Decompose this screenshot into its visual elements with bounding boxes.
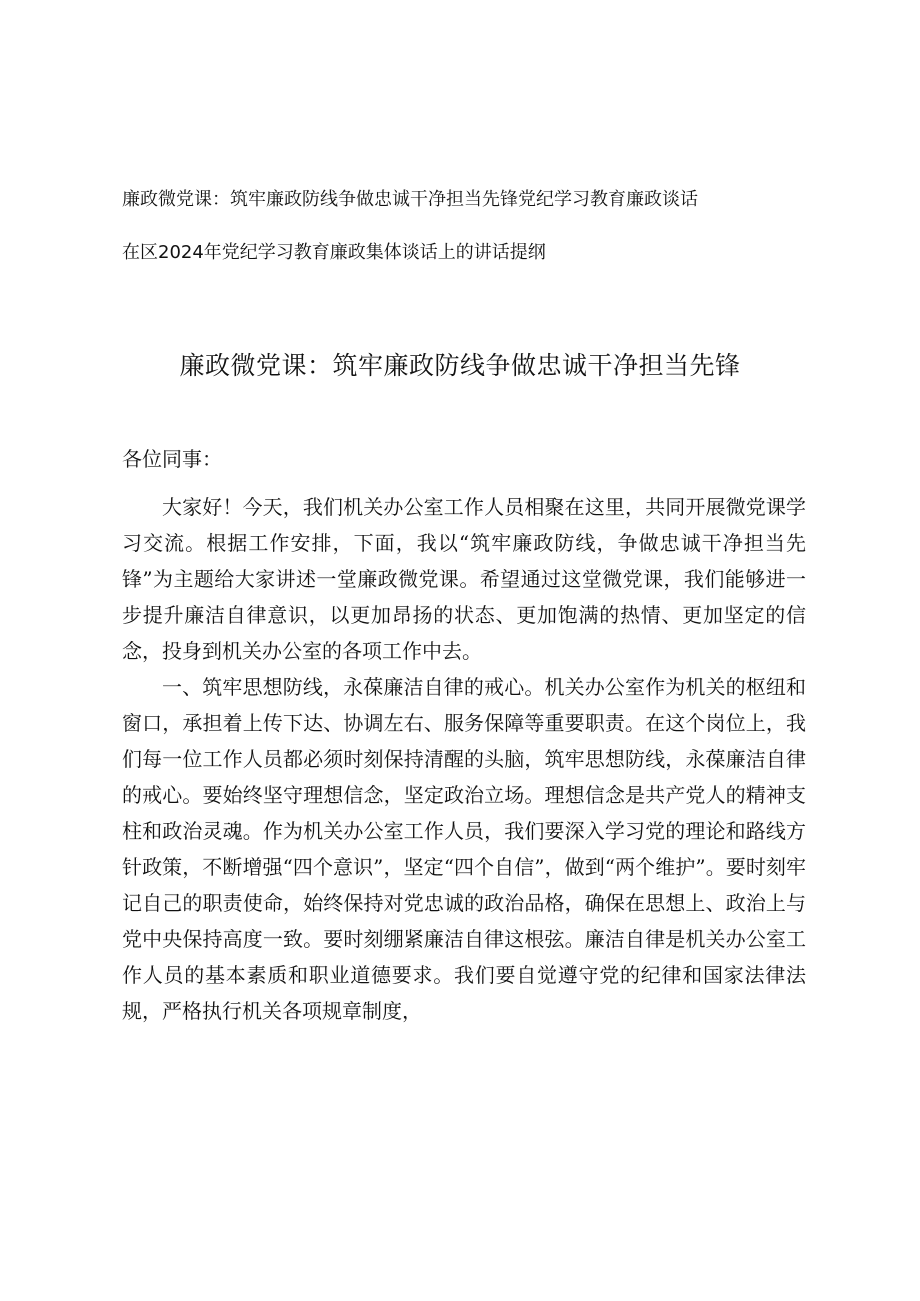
salutation: 各位同事：: [122, 447, 222, 471]
article-body: [122, 441, 806, 1029]
document-list: [122, 186, 822, 267]
paragraph-opening: 大家好！今天，我们机关办公室工作人员相聚在这里，共同开展微党课学习交流。根据工作安排，下面，我以“筑牢廉政防线，争做忠诚干净担当先锋”为主题给大家讲述一堂廉政微党课。希望通过这堂微党课，我们能够进一步提升廉洁自律意识，以更加昂扬的状态、更加饱满的热情、更加坚定的信念，投身到机关办公室的各项工作中去。: [122, 495, 806, 663]
section-1-heading: 一、筑牢思想防线，永葆廉洁自律的戒心。: [162, 675, 545, 699]
section-1-text: 机关办公室作为机关的枢纽和窗口，承担着上传下达、协调左右、服务保障等重要职责。在这个岗位上，我们每一位工作人员都必须时刻保持清醒的头脑，筑牢思想防线，永葆廉洁自律的戒心。要始终坚守理想信念，坚定政治立场。理想信念是共产党人的精神支柱和政治灵魂。作为机关办公室工作人员，我们要深入学习党的理论和路线方针政策，不断增强“四个意识”，坚定“四个自信”，做到“两个维护”。要时刻牢记自己的职责使命，始终保持对党忠诚的政治品格，确保在思想上、政治上与党中央保持高度一致。要时刻绷紧廉洁自律这根弦。廉洁自律是机关办公室工作人员的基本素质和职业道德要求。我们要自觉遵守党的纪律和国家法律法规，严格执行机关各项规章制度，: [122, 675, 807, 1023]
document-list-item-2: 在区2024年党纪学习教育廉政集体谈话上的讲话提纲: [122, 242, 546, 263]
paragraph-section-1: [122, 669, 806, 1029]
document-list-item-1: 廉政微党课：筑牢廉政防线争做忠诚干净担当先锋党纪学习教育廉政谈话: [122, 189, 698, 210]
article-title: 廉政微党课：筑牢廉政防线争做忠诚干净担当先锋: [179, 351, 741, 380]
